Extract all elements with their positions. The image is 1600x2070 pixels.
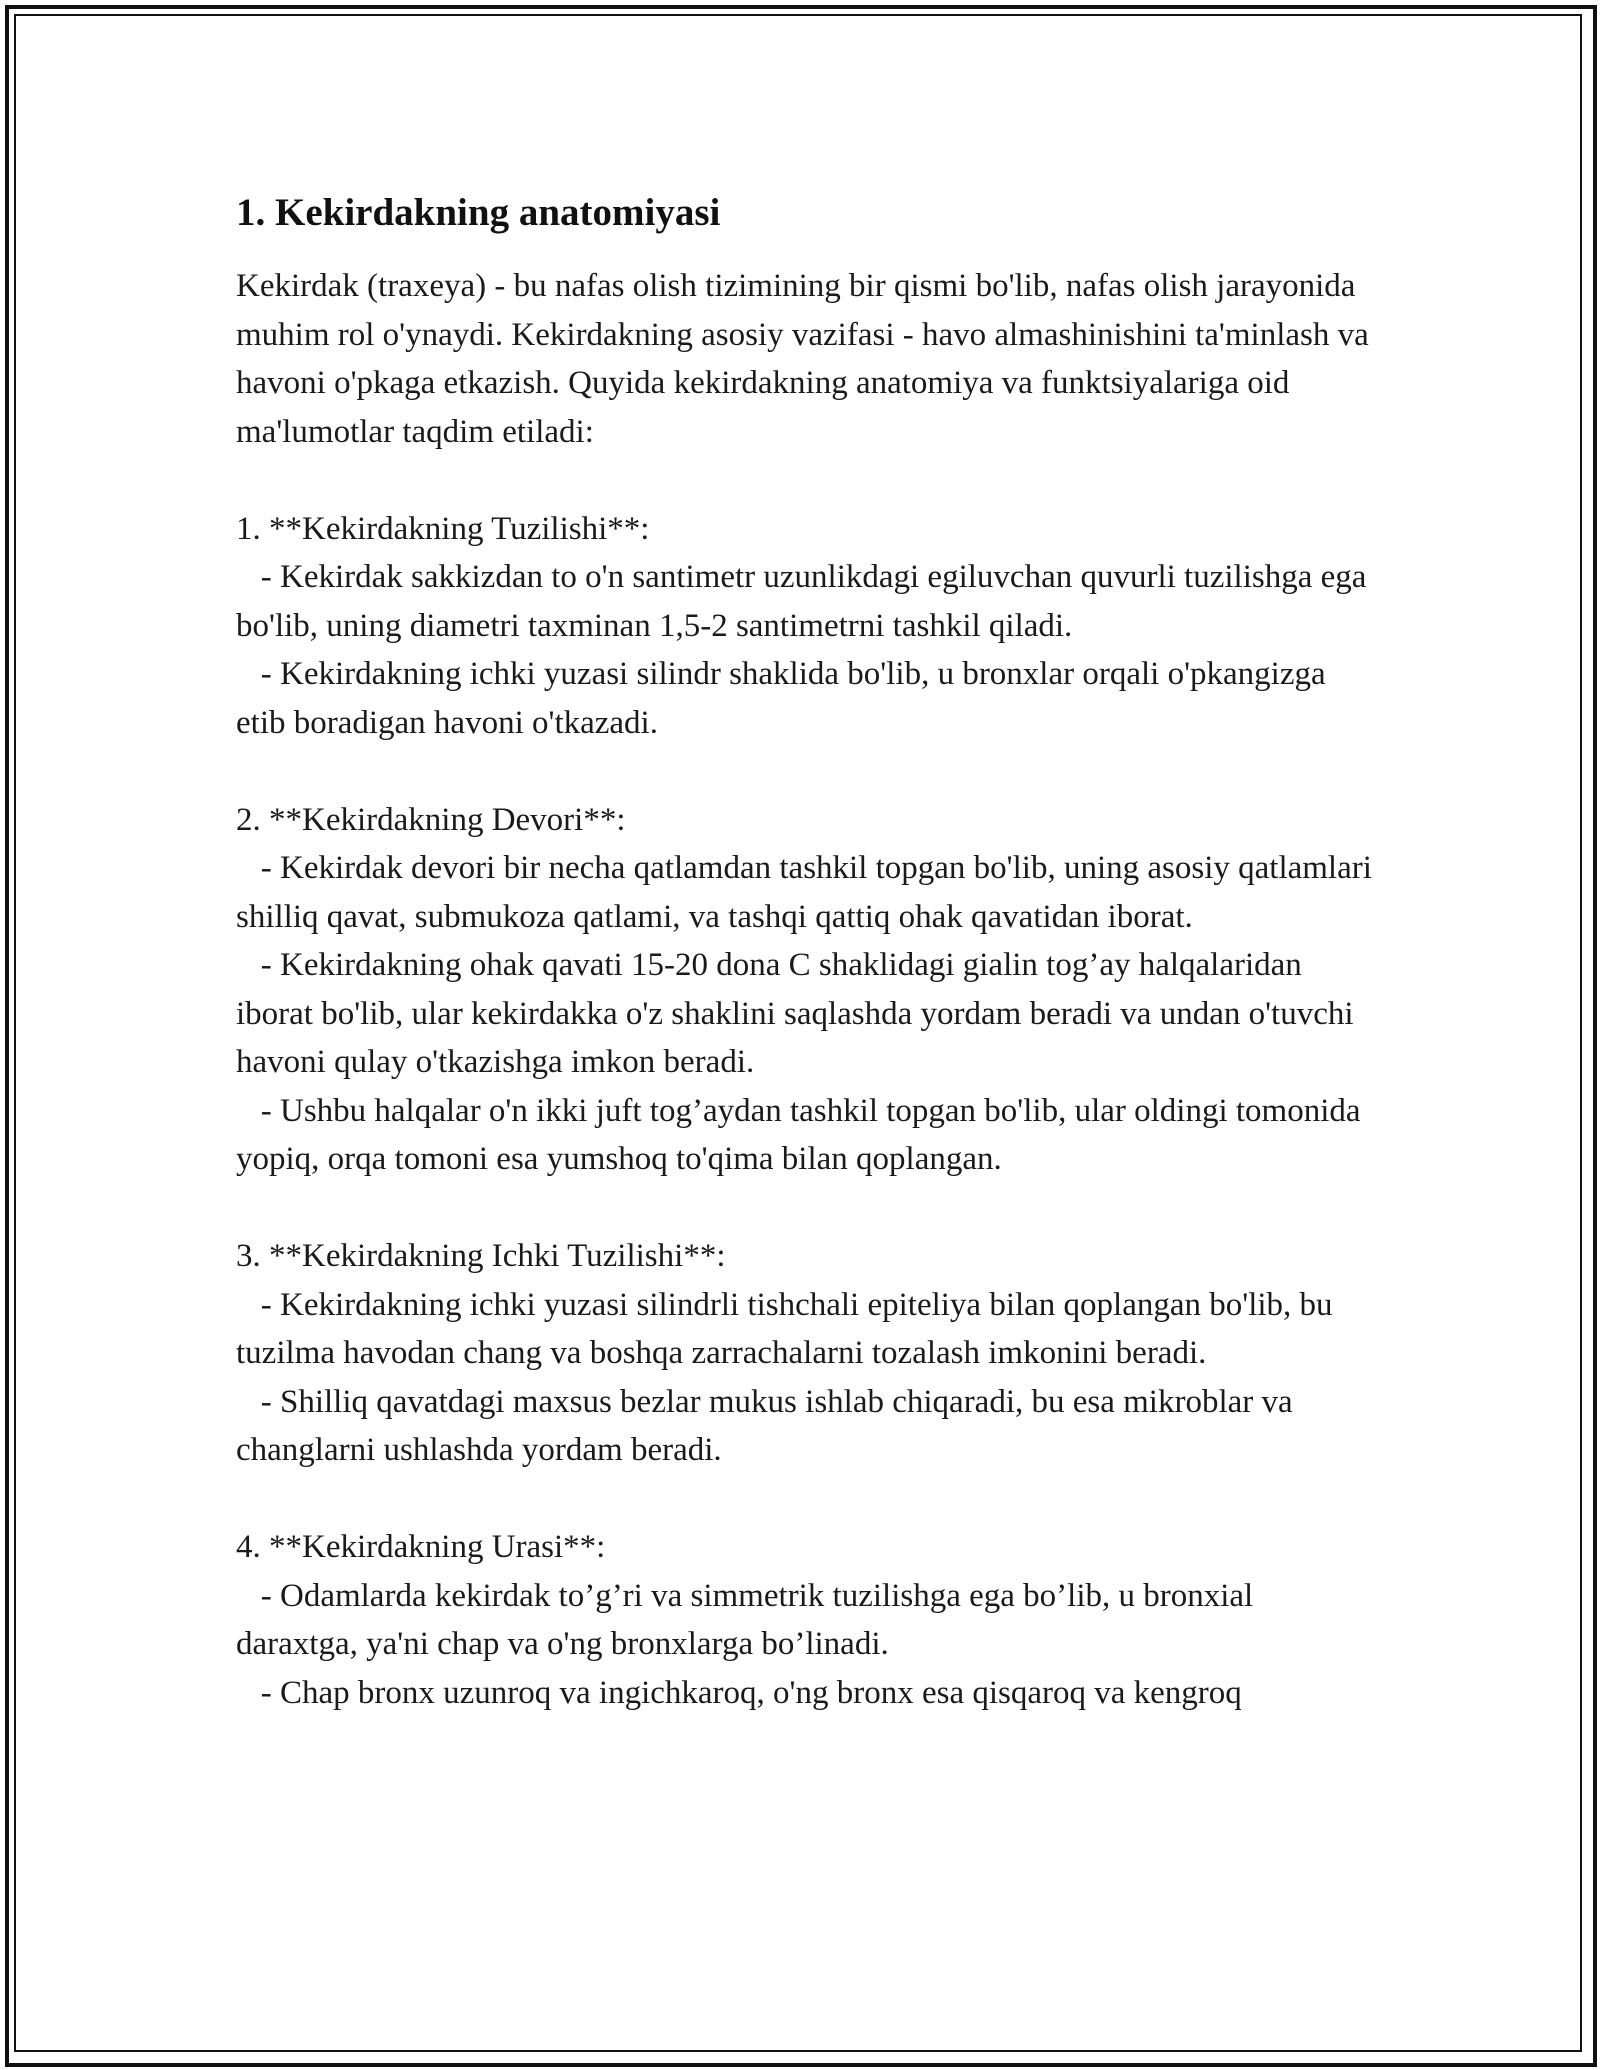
paragraph-gap (236, 747, 1376, 796)
section-ichki-tuzilishi (236, 1232, 1376, 1475)
intro-paragraph: Kekirdak (traxeya) - bu nafas olish tizimining bir qismi bo'lib, nafas olish jarayonida muhim rol o'ynaydi. Kekirdakning asosiy vazifasi - havo almashinishini ta'minlash va havoni o'pkaga etkazish. Quyida kekirdakning anatomiya va funktsiyalariga oid ma'lumotlar taqdim etiladi: (236, 268, 1378, 450)
section-urasi (236, 1523, 1376, 1717)
paragraph-gap (236, 456, 1376, 505)
section-title: 2. **Kekirdakning Devori**: (236, 801, 626, 838)
section-title: 3. **Kekirdakning Ichki Tuzilishi**: (236, 1238, 726, 1274)
list-item: - Shilliq qavatdagi maxsus bezlar mukus ishlab chiqaradi, bu esa mikroblar va changlarni ushlashda yordam beradi. (236, 1383, 1301, 1468)
list-item: - Chap bronx uzunroq va ingichkaroq, o'ng bronx esa qisqaroq va kengroq (236, 1674, 1242, 1711)
list-item: - Kekirdakning ohak qavati 15-20 dona C shaklidagi gialin tog’ay halqalaridan iborat bo'lib, ular kekirdakka o'z shaklini saqlashda yordam beradi va undan o'tuvchi havoni qulay o'tkazishga imkon beradi. (236, 947, 1362, 1080)
list-item: - Kekirdakning ichki yuzasi silindr shaklida bo'lib, u bronxlar orqali o'pkangizga etib boradigan havoni o'tkazadi. (236, 656, 1334, 741)
list-item: - Odamlarda kekirdak to’g’ri va simmetrik tuzilishga ega bo’lib, u bronxial daraxtga, ya'ni chap va o'ng bronxlarga bo’linadi. (236, 1577, 1262, 1662)
list-item: - Kekirdak devori bir necha qatlamdan tashkil topgan bo'lib, uning asosiy qatlamlari shilliq qavat, submukoza qatlami, va tashqi qattiq ohak qavatidan iborat. (236, 850, 1381, 935)
section-title: 1. **Kekirdakning Tuzilishi**: (236, 510, 650, 547)
section-devori (236, 796, 1381, 1184)
list-item: - Kekirdakning ichki yuzasi silindrli tishchali epiteliya bilan qoplangan bo'lib, bu tuzilma havodan chang va boshqa zarrachalarni tozalash imkonini beradi. (236, 1286, 1341, 1371)
paragraph-gap (236, 1475, 1376, 1524)
section-title: 4. **Kekirdakning Urasi**: (236, 1529, 606, 1565)
paragraph-gap (236, 1184, 1376, 1233)
document-heading: 1. Kekirdakning anatomiyasi (236, 191, 721, 234)
document-page (236, 187, 1381, 1717)
list-item: - Kekirdak sakkizdan to o'n santimetr uzunlikdagi egiluvchan quvurli tuzilishga ega bo'lib, uning diametri taxminan 1,5-2 santimetrni tashkil qiladi. (236, 559, 1375, 644)
list-item: - Ushbu halqalar o'n ikki juft tog’aydan tashkil topgan bo'lib, ular oldingi tomonida yopiq, orqa tomoni esa yumshoq to'qima bilan qoplangan. (236, 1092, 1369, 1177)
section-tuzilishi (236, 505, 1376, 748)
